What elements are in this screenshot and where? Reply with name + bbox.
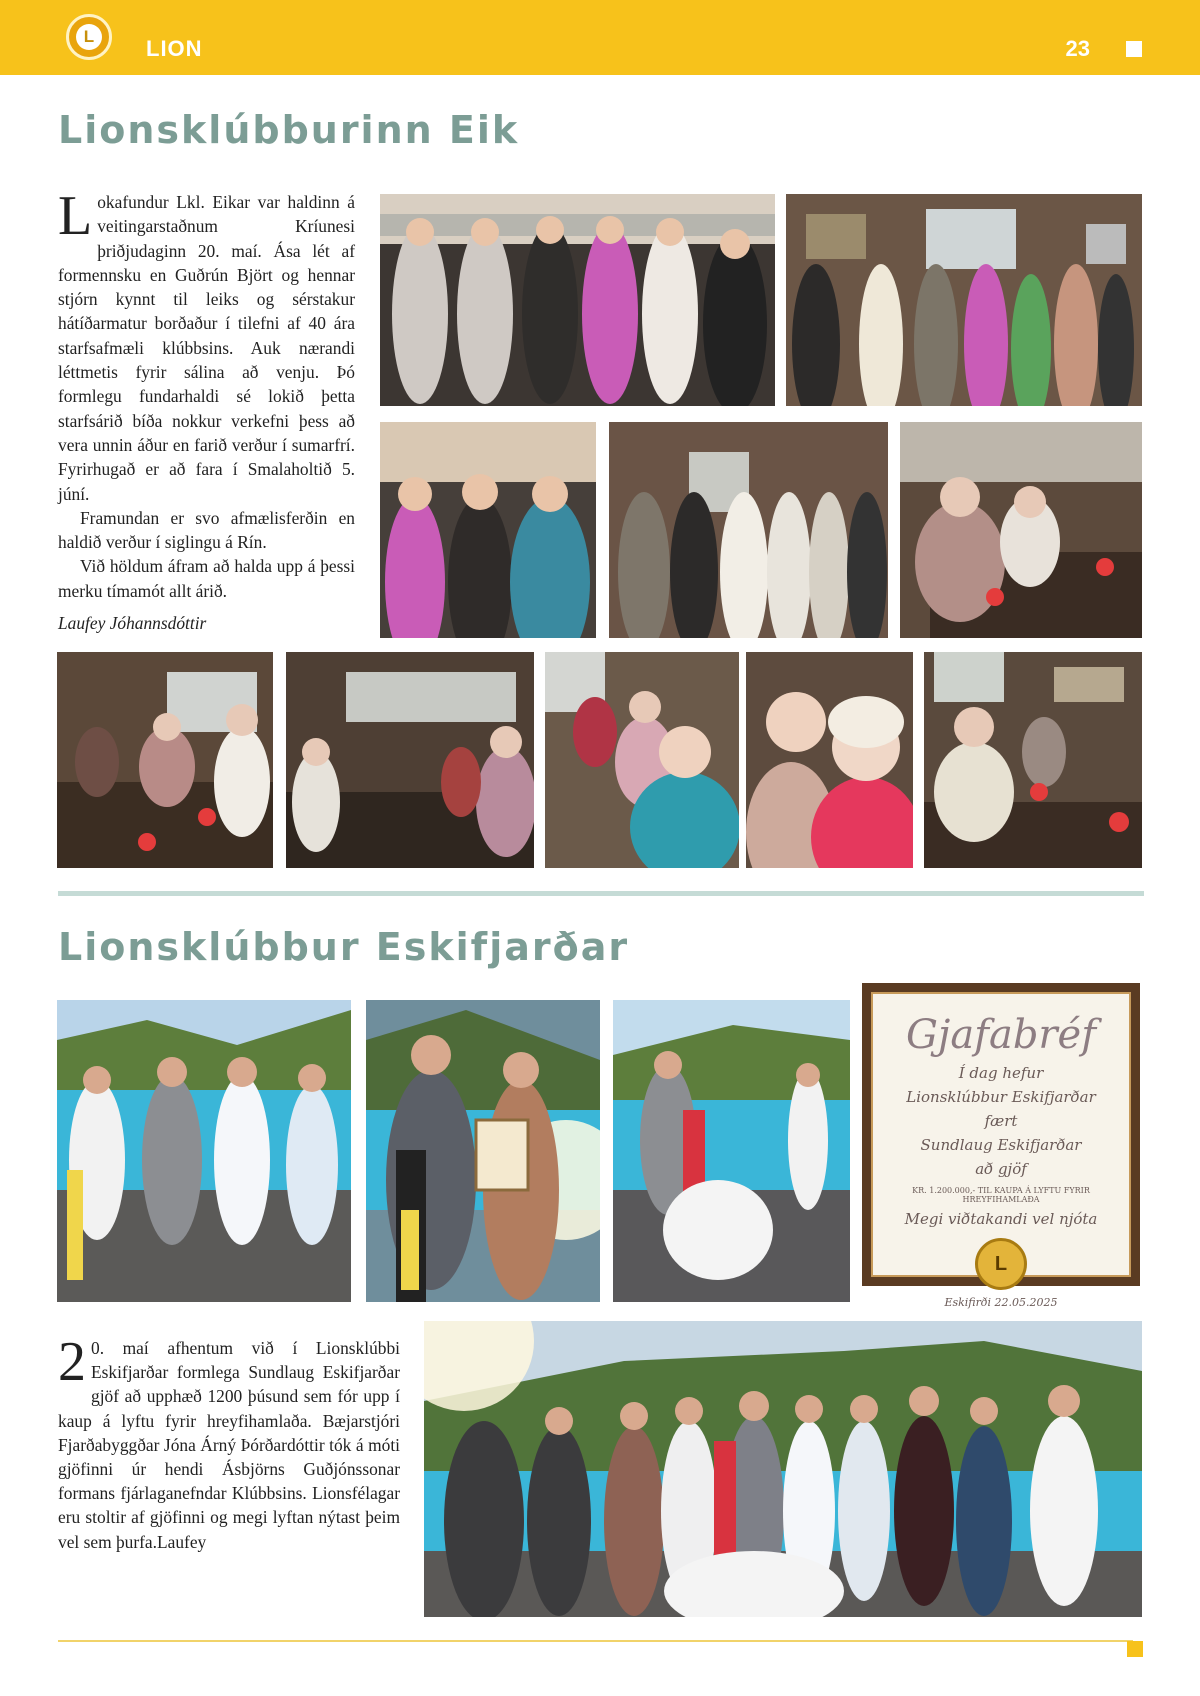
para1-text-2: 0. maí afhentum við í Lionsklúbbi Eskifjarðar formlega Sundlaug Eskifjarðar gjöf að upphæð 1200 þúsund sem fór upp í kaup á lyftu fyrir hreyfihamlaða. Bæjarstjóri Fjarðabyggðar Jóna Árný Þórðardóttir tók á móti gjöfinni úr hendi Ásbjörns Guðjónssonar formans fjárlaganefndar Klúbbsins. Lionsfélagar eru stoltir af gjöfinni og megi lyftan nýtast þeim vel sem þurfa.Laufey xyxy=(58,1338,400,1552)
page-number-square-icon xyxy=(1126,41,1142,57)
section-divider xyxy=(58,891,1144,896)
para1-text: okafundur Lkl. Eikar var haldinn á veitingarstaðnum Kríunesi þriðjudaginn 20. maí. Ása lét af formennsku en Guðrún Björt og hennar stjórn kynnt til leiks og sérstakur hátíðarmatur borðaður í tilefni af 40 ára starfsafmæli klúbbsins. Auk nærandi léttmetis fyrir sálina að venju. Þó formlegu fundarhaldi sé lokið þetta starfsárið bíða nokkur verkefni þess að vera unnin áður en farið verður í sumarfrí. Fyrirhugað er að fara í Smalaholtið 5. júní. xyxy=(58,192,355,504)
photo-eik-dinner-table-1 xyxy=(900,422,1142,638)
drop-cap-2: 2 xyxy=(58,1331,86,1393)
footer-line xyxy=(58,1640,1133,1642)
section-title-eik: Lionsklúbburinn Eik xyxy=(58,108,520,152)
photo-eik-dinner-5 xyxy=(924,652,1142,868)
photo-eik-six-women xyxy=(609,422,888,638)
article-eskifjordur-para1 xyxy=(58,1331,400,1554)
article-eik-para3: Við höldum áfram að halda upp á þessi merku tímamót allt árið. xyxy=(58,556,355,601)
certificate-line-6: Megi viðtakandi vel njóta xyxy=(904,1210,1098,1228)
photo-eik-group-outdoor xyxy=(380,194,775,406)
page-number: 23 xyxy=(1065,36,1090,61)
article-eik-para2: Framundan er svo afmælisferðin en haldið verður í siglingu á Rín. xyxy=(58,507,355,553)
article-eik-text xyxy=(58,185,355,635)
certificate-line-2: Lionsklúbbur Eskifjarðar xyxy=(906,1088,1096,1106)
photo-eik-dinner-2 xyxy=(57,652,273,868)
photo-eik-group-indoor xyxy=(786,194,1142,406)
photo-eik-two-women xyxy=(746,652,913,868)
page-header xyxy=(0,0,1200,75)
drop-cap: L xyxy=(58,185,93,247)
gift-certificate-photo xyxy=(862,983,1140,1309)
photo-eik-three-women xyxy=(380,422,596,638)
lions-seal-icon: L xyxy=(975,1238,1027,1290)
certificate-line-1: Í dag hefur xyxy=(958,1064,1044,1082)
photo-eik-dinner-4 xyxy=(545,652,739,868)
section-title-eskifjordur: Lionsklúbbur Eskifjarðar xyxy=(58,925,630,969)
photo-eskifjordur-handover xyxy=(366,1000,600,1302)
photo-eik-dinner-3 xyxy=(286,652,534,868)
article-eik-para1 xyxy=(58,185,355,506)
certificate-line-4: Sundlaug Eskifjarðar xyxy=(920,1136,1082,1154)
certificate-amount: KR. 1.200.000,- TIL KAUPA Á LYFTU FYRIR HREYFIHAMLAÐA xyxy=(912,1186,1090,1204)
footer-square-icon xyxy=(1127,1641,1143,1657)
photo-eskifjordur-group xyxy=(424,1321,1142,1617)
lions-logo-icon xyxy=(66,14,112,60)
photo-eskifjordur-pool-lift xyxy=(613,1000,850,1302)
certificate-place-date: Eskifirði 22.05.2025 xyxy=(944,1296,1058,1309)
logo-letter: L xyxy=(76,24,102,50)
certificate-line-3: fært xyxy=(984,1112,1018,1130)
magazine-name: LION xyxy=(146,36,203,61)
article-eskifjordur-text xyxy=(58,1331,400,1554)
certificate-line-5: að gjöf xyxy=(975,1160,1027,1178)
article-eik-author: Laufey Jóhannsdóttir xyxy=(58,613,207,634)
photo-eskifjordur-four-men xyxy=(57,1000,351,1302)
gift-certificate xyxy=(871,992,1131,1309)
certificate-title: Gjafabréf xyxy=(905,1012,1097,1058)
